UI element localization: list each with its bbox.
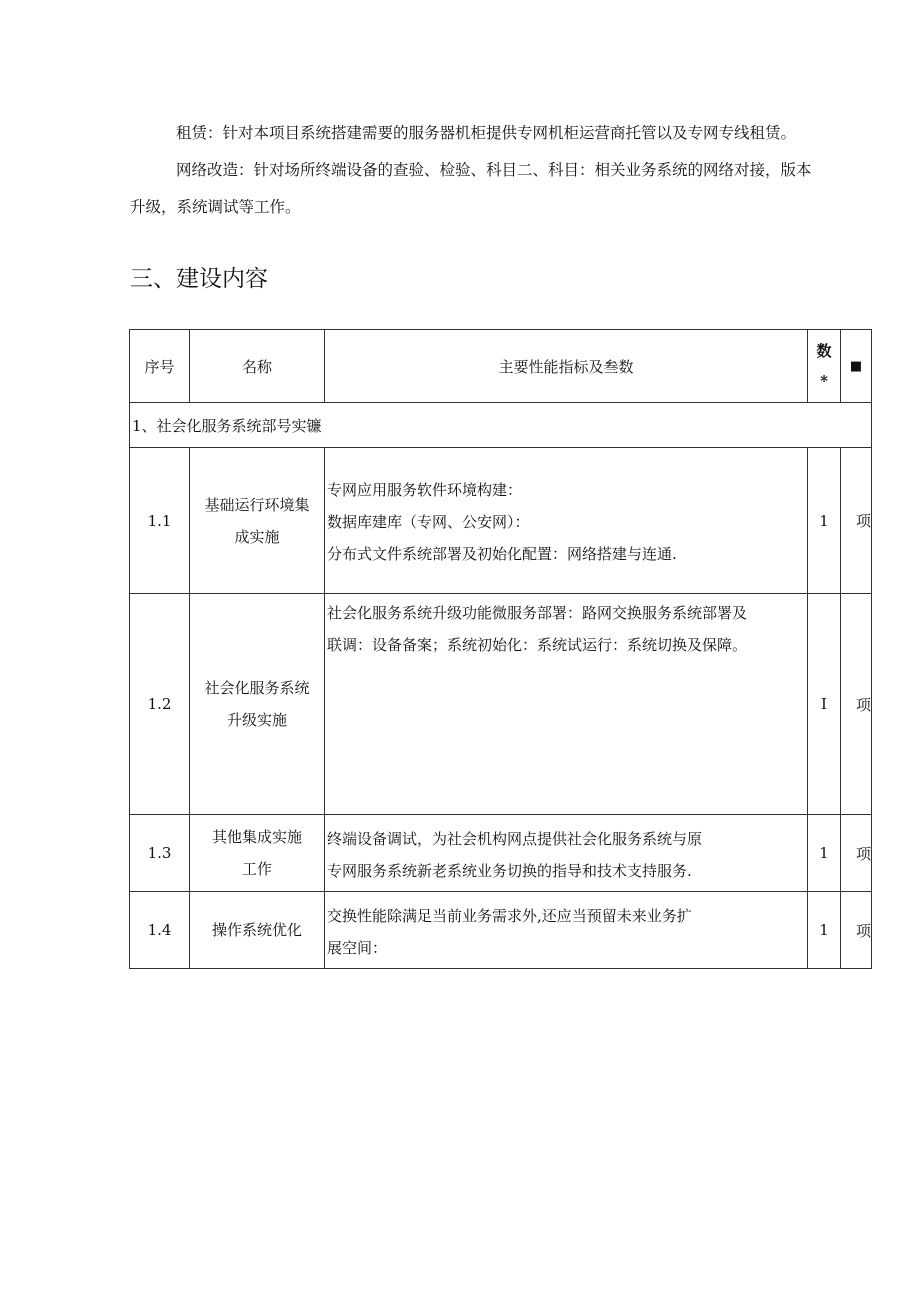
row-spec-line1: 终端设备调试，为社会机构网点提供社会化服务系统与原 — [327, 829, 703, 848]
row-spec-line2: 数据库建库（专网、公安网）： — [327, 513, 530, 531]
row-seq: 1.4 — [130, 892, 190, 969]
row-name-line2: 成实施 — [234, 527, 280, 546]
row-spec-line1: 交换性能除满足当前业务需求外,还应当预留未来业务扩 — [327, 906, 692, 925]
row-spec-line1: 专网应用服务软件环境构建： — [327, 481, 523, 499]
row-spec-line1: 社会化服务系统升级功能微服务部署：路网交换服务系统部署及 — [327, 604, 748, 622]
row-unit: 项 — [841, 594, 872, 815]
header-spec: 主要性能指标及叁数 — [325, 330, 808, 403]
row-qty: 1 — [808, 892, 841, 969]
row-spec-line2: 展空间： — [327, 938, 388, 957]
row-seq: 1.2 — [130, 594, 190, 815]
row-name-line2: 升级实施 — [226, 711, 287, 729]
row-seq: 1.3 — [130, 815, 190, 892]
rent-paragraph: 租赁：针对本项目系统搭建需要的服务器机柜提供专网机柜运营商托管以及专网专线租赁。 — [176, 124, 797, 142]
section-title: 1、社会化服务系统部号实镰 — [130, 403, 872, 448]
header-name: 名称 — [190, 330, 325, 403]
row-qty: 1 — [808, 815, 841, 892]
header-seq: 序号 — [130, 330, 190, 403]
row-qty: I — [808, 594, 841, 815]
row-name-line2: 工作 — [241, 860, 272, 878]
row-name — [190, 448, 325, 594]
row-unit: 项 — [841, 448, 872, 594]
table-row — [130, 594, 872, 815]
row-qty: 1 — [808, 448, 841, 594]
network-paragraph-line1: 网络改造：针对场所终端设备的查验、检验、科目二、科目：相关业务系统的网络对接，版本 — [176, 161, 812, 179]
network-paragraph-line2: 升级，系统调试等工作。 — [130, 198, 301, 216]
table-row — [130, 448, 872, 594]
row-name-line1: 社会化服务系统 — [204, 679, 310, 697]
row-name — [190, 815, 325, 892]
row-name — [190, 594, 325, 815]
row-seq: 1.1 — [130, 448, 190, 594]
section-heading: 三、建设内容 — [130, 266, 268, 292]
header-qty — [808, 330, 841, 403]
row-unit: 项 — [841, 892, 872, 969]
table-row — [130, 892, 872, 969]
row-spec — [325, 815, 808, 892]
row-spec-line3: 分布式文件系统部署及初始化配置：网络搭建与连通. — [327, 545, 677, 563]
construction-content-table — [129, 329, 872, 969]
section-row — [130, 403, 872, 448]
row-spec — [325, 892, 808, 969]
row-spec — [325, 448, 808, 594]
row-spec — [325, 594, 808, 815]
header-qty-top: 数 — [816, 342, 832, 360]
header-unit: ■ — [841, 330, 872, 403]
row-spec-line2: 联调：设备备案；系统初始化：系统试运行：系统切换及保障。 — [327, 636, 748, 654]
row-unit: 项 — [841, 815, 872, 892]
row-name-line1: 基础运行环境集 — [204, 495, 310, 514]
table-header-row — [130, 330, 872, 403]
row-name: 操作系统优化 — [190, 892, 325, 969]
table-row — [130, 815, 872, 892]
header-qty-bottom: * — [820, 372, 828, 390]
row-spec-line2: 专网服务系统新老系统业务切换的指导和技术支持服务. — [327, 861, 692, 880]
row-name-line1: 其他集成实施 — [211, 828, 302, 846]
